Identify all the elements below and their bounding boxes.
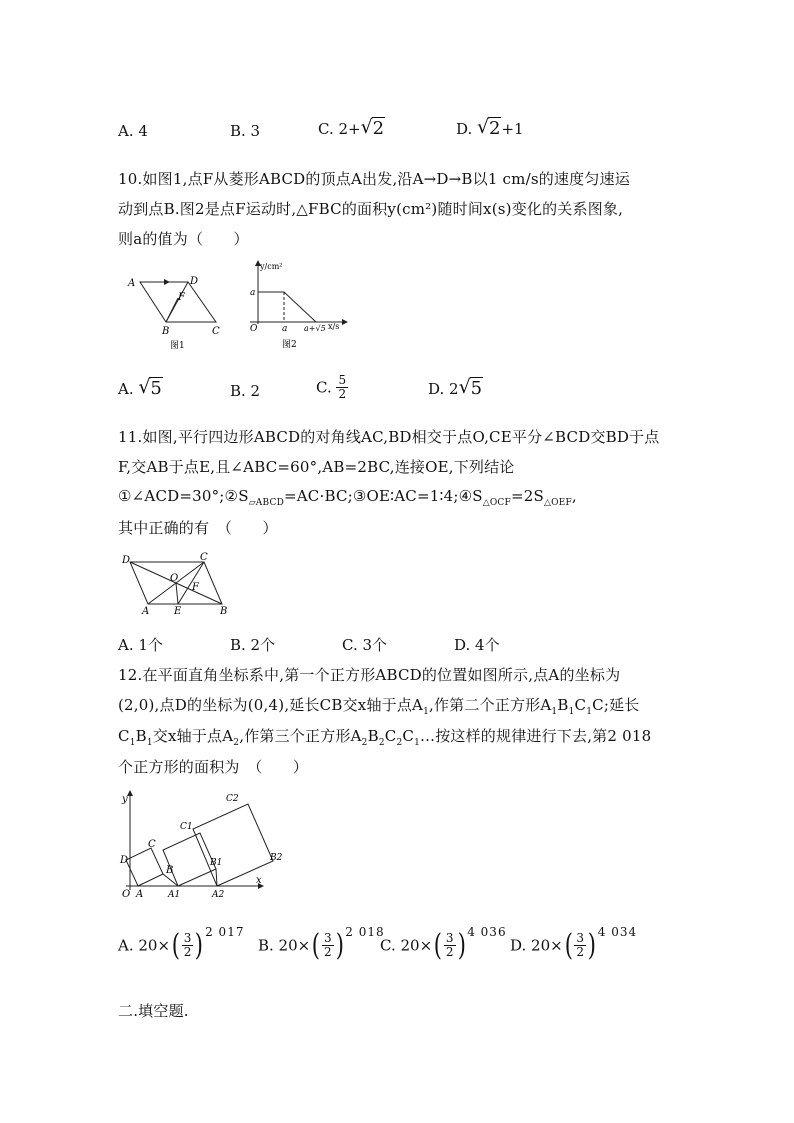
label-b: B (166, 865, 174, 876)
label-a: A (136, 889, 144, 900)
label-f: F (192, 582, 199, 593)
q11-option-b: B. 2个 (230, 636, 276, 654)
q11-figure (118, 550, 238, 618)
square-1 (126, 848, 163, 886)
label-y: y (122, 794, 128, 805)
q12-option-d: D. 20×( $\frac{3}{2}$ ) $^{4 034}$ (510, 924, 638, 963)
label-f: F (178, 292, 185, 303)
q12-figure (118, 790, 288, 900)
section-title: 二.填空题. (118, 1002, 189, 1020)
label-d: D (120, 855, 129, 866)
graph-line (258, 292, 316, 322)
label-c: C (148, 839, 156, 850)
q11-line-1: 11.如图,平行四边形ABCD的对角线AC,BD相交于点O,CE平分∠BCD交BD于点 (118, 428, 660, 446)
q11-option-d: D. 4个 (454, 636, 500, 654)
label-o: O (170, 573, 179, 584)
q10-option-b: B. 2 (230, 382, 261, 400)
segment-oe (176, 583, 178, 604)
q10-line-1: 10.如图1,点F从菱形ABCD的顶点A出发,沿A→D→B以1 cm/s的速度匀速运 (118, 170, 630, 188)
caption-fig2: 图2 (282, 340, 297, 350)
q10-figure-2 (244, 258, 354, 352)
q12-line-1: 12.在平面直角坐标系中,第一个正方形ABCD的位置如图所示,点A的坐标为 (118, 666, 621, 684)
x-arrow-icon (342, 319, 348, 325)
segment-ce (178, 562, 204, 604)
q10-line-3: 则a的值为（ ） (118, 230, 249, 248)
label-a: A (128, 278, 136, 289)
q12-option-b: B. 20×( $\frac{3}{2}$ ) $^{2 018}$ (258, 924, 385, 963)
y-tick-a: a (250, 288, 256, 298)
label-d: D (190, 276, 199, 287)
label-o: O (122, 889, 131, 900)
q12-option-c: C. 20×( $\frac{3}{2}$ ) $^{4 036}$ (380, 924, 507, 963)
q11-line-2: F,交AB于点E,且∠ABC=60°,AB=2BC,连接OE,下列结论 (118, 458, 515, 476)
q12-line-4: 个正方形的面积为 （ ） (118, 758, 309, 776)
label-a: A (142, 606, 150, 617)
arrow-icon (164, 279, 170, 285)
label-b: B (220, 606, 228, 617)
x-tick-a-sqrt5: a+√5 (304, 324, 326, 333)
segment-bf (166, 298, 178, 322)
label-e: E (174, 606, 182, 617)
x-axis-label: x/s (328, 322, 340, 331)
y-axis-label: y/cm² (260, 262, 283, 271)
origin-label: O (250, 324, 258, 334)
q10-figure-1 (120, 268, 230, 350)
q12-line-3: $C_1B_1$交x轴于点$A_2$,作第三个正方形$A_2B_2C_2C_1\dots$按这样的规律进行下去,第2 018 (118, 727, 652, 748)
label-c1: C1 (180, 822, 193, 832)
x-tick-a: a (282, 324, 288, 334)
label-a1: A1 (168, 890, 181, 900)
label-d: D (122, 555, 131, 566)
q9-option-d: D. √ 2+1 (456, 118, 524, 139)
q9-option-a: A. 4 (118, 122, 148, 140)
q11-line-4: 其中正确的有 （ ） (118, 519, 278, 537)
q9-option-c: C. 2+√ 2 (318, 118, 385, 139)
q11-line-3: $①\angle ACD=30^\circ;②S_{▱ABCD}=AC\cdot BC;③OE∶AC=1∶4;④S_{\triangle OCF}=2S_{\triangle OEF}$, (118, 487, 577, 508)
label-a2: A2 (212, 890, 225, 900)
q10-option-d: D. 2√ 5 (428, 378, 483, 399)
q11-option-a: A. 1个 (118, 636, 163, 654)
label-x: x (256, 875, 262, 886)
caption-fig1: 图1 (170, 341, 185, 350)
q12-line-2: (2,0),点D的坐标为(0,4),延长CB交x轴于点$A_1$,作第二个正方形$A_1B_1C_1C$;延长 (118, 696, 640, 717)
label-b: B (162, 326, 170, 337)
q10-line-2: 动到点B.图2是点F运动时,△FBC的面积y(cm²)随时间x(s)变化的关系图象, (118, 200, 624, 218)
square-2 (163, 833, 216, 886)
q12-option-a: A. 20×( $\frac{3}{2}$ ) $^{2 017}$ (118, 924, 245, 963)
q11-option-c: C. 3个 (342, 636, 388, 654)
label-c: C (212, 326, 220, 337)
label-c2: C2 (226, 794, 239, 804)
q9-option-b: B. 3 (230, 122, 261, 140)
q10-option-a: A. √ 5 (118, 378, 163, 399)
q10-option-c: C. $\frac{5}{2}$ (316, 373, 347, 401)
label-b1: B1 (210, 858, 223, 868)
label-c: C (200, 552, 208, 563)
y-arrow-icon (127, 790, 133, 796)
label-b2: B2 (270, 853, 283, 863)
